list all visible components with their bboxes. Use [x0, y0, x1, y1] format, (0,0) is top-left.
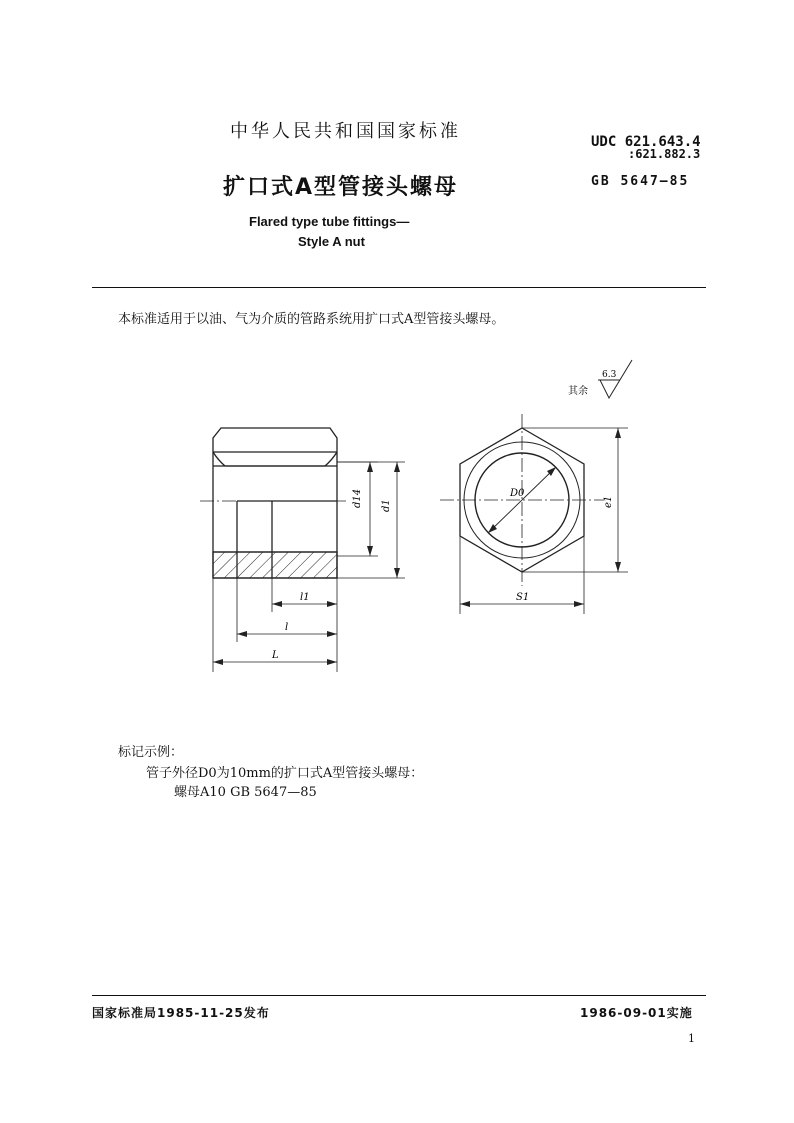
- roughness-value: 6.3: [602, 370, 617, 380]
- issued-date: 国家标准局1985-11-25发布: [92, 1006, 270, 1020]
- marking-example-label: 标记示例：: [118, 745, 184, 760]
- nut-side-view: [213, 428, 337, 578]
- label-d14: d14: [352, 488, 363, 508]
- implementation-date: 1986-09-01实施: [580, 1006, 693, 1020]
- document-title-en-line1: Flared type tube fittings—: [249, 214, 410, 229]
- marking-example-description: 管子外径D0为10mm的扩口式A型管接头螺母：: [146, 766, 424, 781]
- label-e1: e1: [603, 495, 614, 508]
- roughness-label: 其余: [568, 386, 588, 397]
- page-number: 1: [688, 1032, 695, 1045]
- scope-paragraph: 本标准适用于以油、气为介质的管路系统用扩口式A型管接头螺母。: [118, 312, 505, 327]
- label-S1: S1: [516, 592, 530, 603]
- label-l: l: [285, 622, 289, 633]
- dim-d1: [337, 462, 405, 578]
- document-title-en-line2: Style A nut: [298, 234, 365, 249]
- label-L: L: [272, 650, 279, 661]
- marking-example-code: 螺母A10 GB 5647—85: [174, 785, 317, 800]
- label-d1: d1: [381, 499, 392, 512]
- udc-code-line1: UDC 621.643.4: [591, 134, 701, 150]
- label-D0: D0: [510, 488, 525, 499]
- standard-organization: 中华人民共和国国家标准: [230, 121, 461, 142]
- document-title-cn: 扩口式A型管接头螺母: [223, 175, 459, 200]
- label-l1: l1: [300, 592, 310, 603]
- gb-standard-code: GB 5647—85: [591, 174, 690, 189]
- udc-code-line2: :621.882.3: [628, 147, 701, 161]
- dim-d14: [337, 462, 378, 556]
- roughness-symbol: [568, 360, 632, 398]
- footer-divider: [92, 995, 706, 996]
